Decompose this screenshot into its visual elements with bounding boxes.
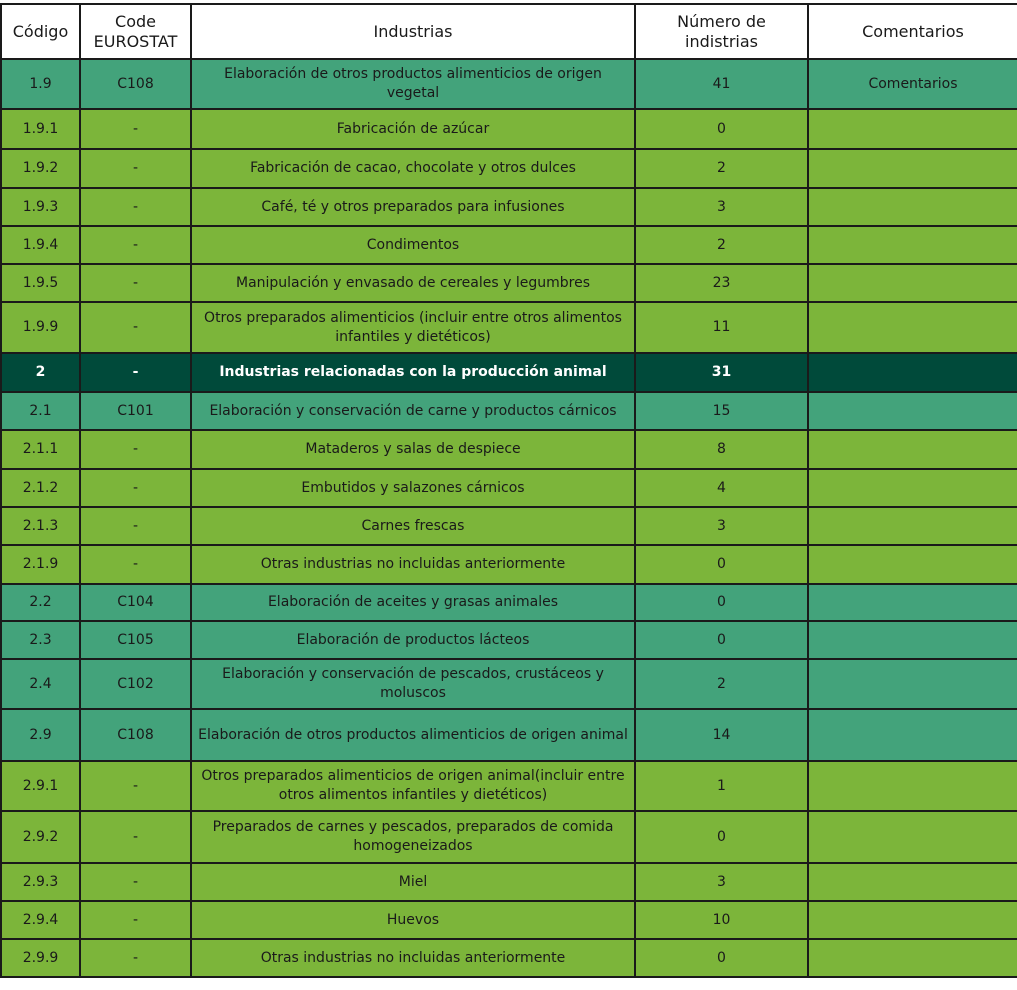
industry-cell: Carnes frescas <box>191 507 635 545</box>
code-cell: 2.9.4 <box>1 901 80 939</box>
table-row <box>1 584 1017 621</box>
count-cell: 11 <box>635 302 808 353</box>
code-cell: 2.2 <box>1 584 80 621</box>
count-cell: 10 <box>635 901 808 939</box>
industry-cell: Mataderos y salas de despiece <box>191 430 635 469</box>
code-cell: 2 <box>1 353 80 392</box>
table-row <box>1 353 1017 392</box>
count-cell: 0 <box>635 545 808 584</box>
industry-cell: Elaboración de aceites y grasas animales <box>191 584 635 621</box>
count-cell: 2 <box>635 149 808 188</box>
count-cell: 4 <box>635 469 808 507</box>
eurostat-cell: - <box>80 109 191 149</box>
code-cell: 2.1 <box>1 392 80 430</box>
count-cell: 31 <box>635 353 808 392</box>
code-cell: 2.1.1 <box>1 430 80 469</box>
industry-cell: Elaboración de productos lácteos <box>191 621 635 659</box>
industry-cell: Industrias relacionadas con la producción animal <box>191 353 635 392</box>
table-row <box>1 469 1017 507</box>
comment-cell <box>808 939 1017 977</box>
industry-cell: Elaboración y conservación de carne y productos cárnicos <box>191 392 635 430</box>
comment-cell <box>808 659 1017 709</box>
count-cell: 0 <box>635 811 808 863</box>
eurostat-cell: - <box>80 901 191 939</box>
eurostat-cell: - <box>80 430 191 469</box>
count-cell: 0 <box>635 109 808 149</box>
eurostat-cell: C105 <box>80 621 191 659</box>
code-cell: 1.9.5 <box>1 264 80 302</box>
comment-cell <box>808 392 1017 430</box>
industry-cell: Miel <box>191 863 635 901</box>
code-cell: 1.9.9 <box>1 302 80 353</box>
comment-cell: Comentarios <box>808 59 1017 109</box>
industry-cell: Manipulación y envasado de cereales y legumbres <box>191 264 635 302</box>
code-cell: 2.3 <box>1 621 80 659</box>
code-cell: 2.4 <box>1 659 80 709</box>
table-row <box>1 302 1017 353</box>
table-row <box>1 811 1017 863</box>
eurostat-cell: - <box>80 226 191 264</box>
eurostat-cell: C108 <box>80 709 191 761</box>
eurostat-cell: C104 <box>80 584 191 621</box>
count-cell: 2 <box>635 659 808 709</box>
code-cell: 2.9.9 <box>1 939 80 977</box>
code-cell: 2.9 <box>1 709 80 761</box>
table-row <box>1 709 1017 761</box>
table-row <box>1 545 1017 584</box>
table-row <box>1 863 1017 901</box>
table-row <box>1 430 1017 469</box>
table-row <box>1 59 1017 109</box>
table-row <box>1 188 1017 226</box>
count-cell: 2 <box>635 226 808 264</box>
eurostat-cell: - <box>80 302 191 353</box>
industry-cell: Otros preparados alimenticios (incluir entre otros alimentos infantiles y dietéticos) <box>191 302 635 353</box>
comment-cell <box>808 709 1017 761</box>
table-row <box>1 939 1017 977</box>
eurostat-cell: - <box>80 188 191 226</box>
eurostat-cell: - <box>80 761 191 811</box>
code-cell: 2.1.9 <box>1 545 80 584</box>
header-eurostat: Code EUROSTAT <box>80 4 191 59</box>
industry-cell: Otros preparados alimenticios de origen animal(incluir entre otros alimentos infantiles y dietéticos) <box>191 761 635 811</box>
eurostat-cell: - <box>80 507 191 545</box>
count-cell: 0 <box>635 621 808 659</box>
count-cell: 41 <box>635 59 808 109</box>
header-industrias: Industrias <box>191 4 635 59</box>
table-row <box>1 392 1017 430</box>
code-cell: 1.9.1 <box>1 109 80 149</box>
count-cell: 23 <box>635 264 808 302</box>
industry-cell: Fabricación de cacao, chocolate y otros dulces <box>191 149 635 188</box>
header-row <box>1 4 1017 59</box>
eurostat-cell: C108 <box>80 59 191 109</box>
count-cell: 3 <box>635 188 808 226</box>
comment-cell <box>808 901 1017 939</box>
industry-cell: Preparados de carnes y pescados, preparados de comida homogeneizados <box>191 811 635 863</box>
industry-cell: Elaboración de otros productos alimenticios de origen vegetal <box>191 59 635 109</box>
count-cell: 3 <box>635 507 808 545</box>
code-cell: 2.9.1 <box>1 761 80 811</box>
industry-cell: Otras industrias no incluidas anteriormente <box>191 939 635 977</box>
comment-cell <box>808 811 1017 863</box>
table-row <box>1 149 1017 188</box>
comment-cell <box>808 584 1017 621</box>
code-cell: 1.9.2 <box>1 149 80 188</box>
eurostat-cell: - <box>80 863 191 901</box>
comment-cell <box>808 507 1017 545</box>
code-cell: 2.1.3 <box>1 507 80 545</box>
industry-cell: Elaboración de otros productos alimenticios de origen animal <box>191 709 635 761</box>
code-cell: 2.9.3 <box>1 863 80 901</box>
comment-cell <box>808 621 1017 659</box>
code-cell: 1.9.3 <box>1 188 80 226</box>
code-cell: 1.9.4 <box>1 226 80 264</box>
eurostat-cell: C102 <box>80 659 191 709</box>
table-row <box>1 109 1017 149</box>
comment-cell <box>808 761 1017 811</box>
header-comentarios: Comentarios <box>808 4 1017 59</box>
code-cell: 2.1.2 <box>1 469 80 507</box>
eurostat-cell: - <box>80 264 191 302</box>
industry-cell: Huevos <box>191 901 635 939</box>
industry-cell: Otras industrias no incluidas anteriormente <box>191 545 635 584</box>
comment-cell <box>808 430 1017 469</box>
table-row <box>1 901 1017 939</box>
comment-cell <box>808 545 1017 584</box>
table-row <box>1 621 1017 659</box>
count-cell: 0 <box>635 584 808 621</box>
eurostat-cell: C101 <box>80 392 191 430</box>
comment-cell <box>808 226 1017 264</box>
table-row <box>1 226 1017 264</box>
industry-cell: Café, té y otros preparados para infusiones <box>191 188 635 226</box>
eurostat-cell: - <box>80 469 191 507</box>
count-cell: 0 <box>635 939 808 977</box>
industry-cell: Fabricación de azúcar <box>191 109 635 149</box>
table-row <box>1 761 1017 811</box>
table-row <box>1 264 1017 302</box>
header-codigo: Código <box>1 4 80 59</box>
comment-cell <box>808 109 1017 149</box>
comment-cell <box>808 302 1017 353</box>
count-cell: 1 <box>635 761 808 811</box>
eurostat-cell: - <box>80 545 191 584</box>
comment-cell <box>808 188 1017 226</box>
comment-cell <box>808 863 1017 901</box>
eurostat-cell: - <box>80 811 191 863</box>
code-cell: 1.9 <box>1 59 80 109</box>
industries-table <box>0 3 1017 978</box>
comment-cell <box>808 264 1017 302</box>
code-cell: 2.9.2 <box>1 811 80 863</box>
industry-cell: Condimentos <box>191 226 635 264</box>
header-numero: Número de indistrias <box>635 4 808 59</box>
industry-cell: Elaboración y conservación de pescados, crustáceos y moluscos <box>191 659 635 709</box>
eurostat-cell: - <box>80 939 191 977</box>
comment-cell <box>808 469 1017 507</box>
table-row <box>1 507 1017 545</box>
count-cell: 15 <box>635 392 808 430</box>
comment-cell <box>808 149 1017 188</box>
table-row <box>1 659 1017 709</box>
comment-cell <box>808 353 1017 392</box>
count-cell: 14 <box>635 709 808 761</box>
eurostat-cell: - <box>80 149 191 188</box>
industry-cell: Embutidos y salazones cárnicos <box>191 469 635 507</box>
count-cell: 3 <box>635 863 808 901</box>
eurostat-cell: - <box>80 353 191 392</box>
count-cell: 8 <box>635 430 808 469</box>
